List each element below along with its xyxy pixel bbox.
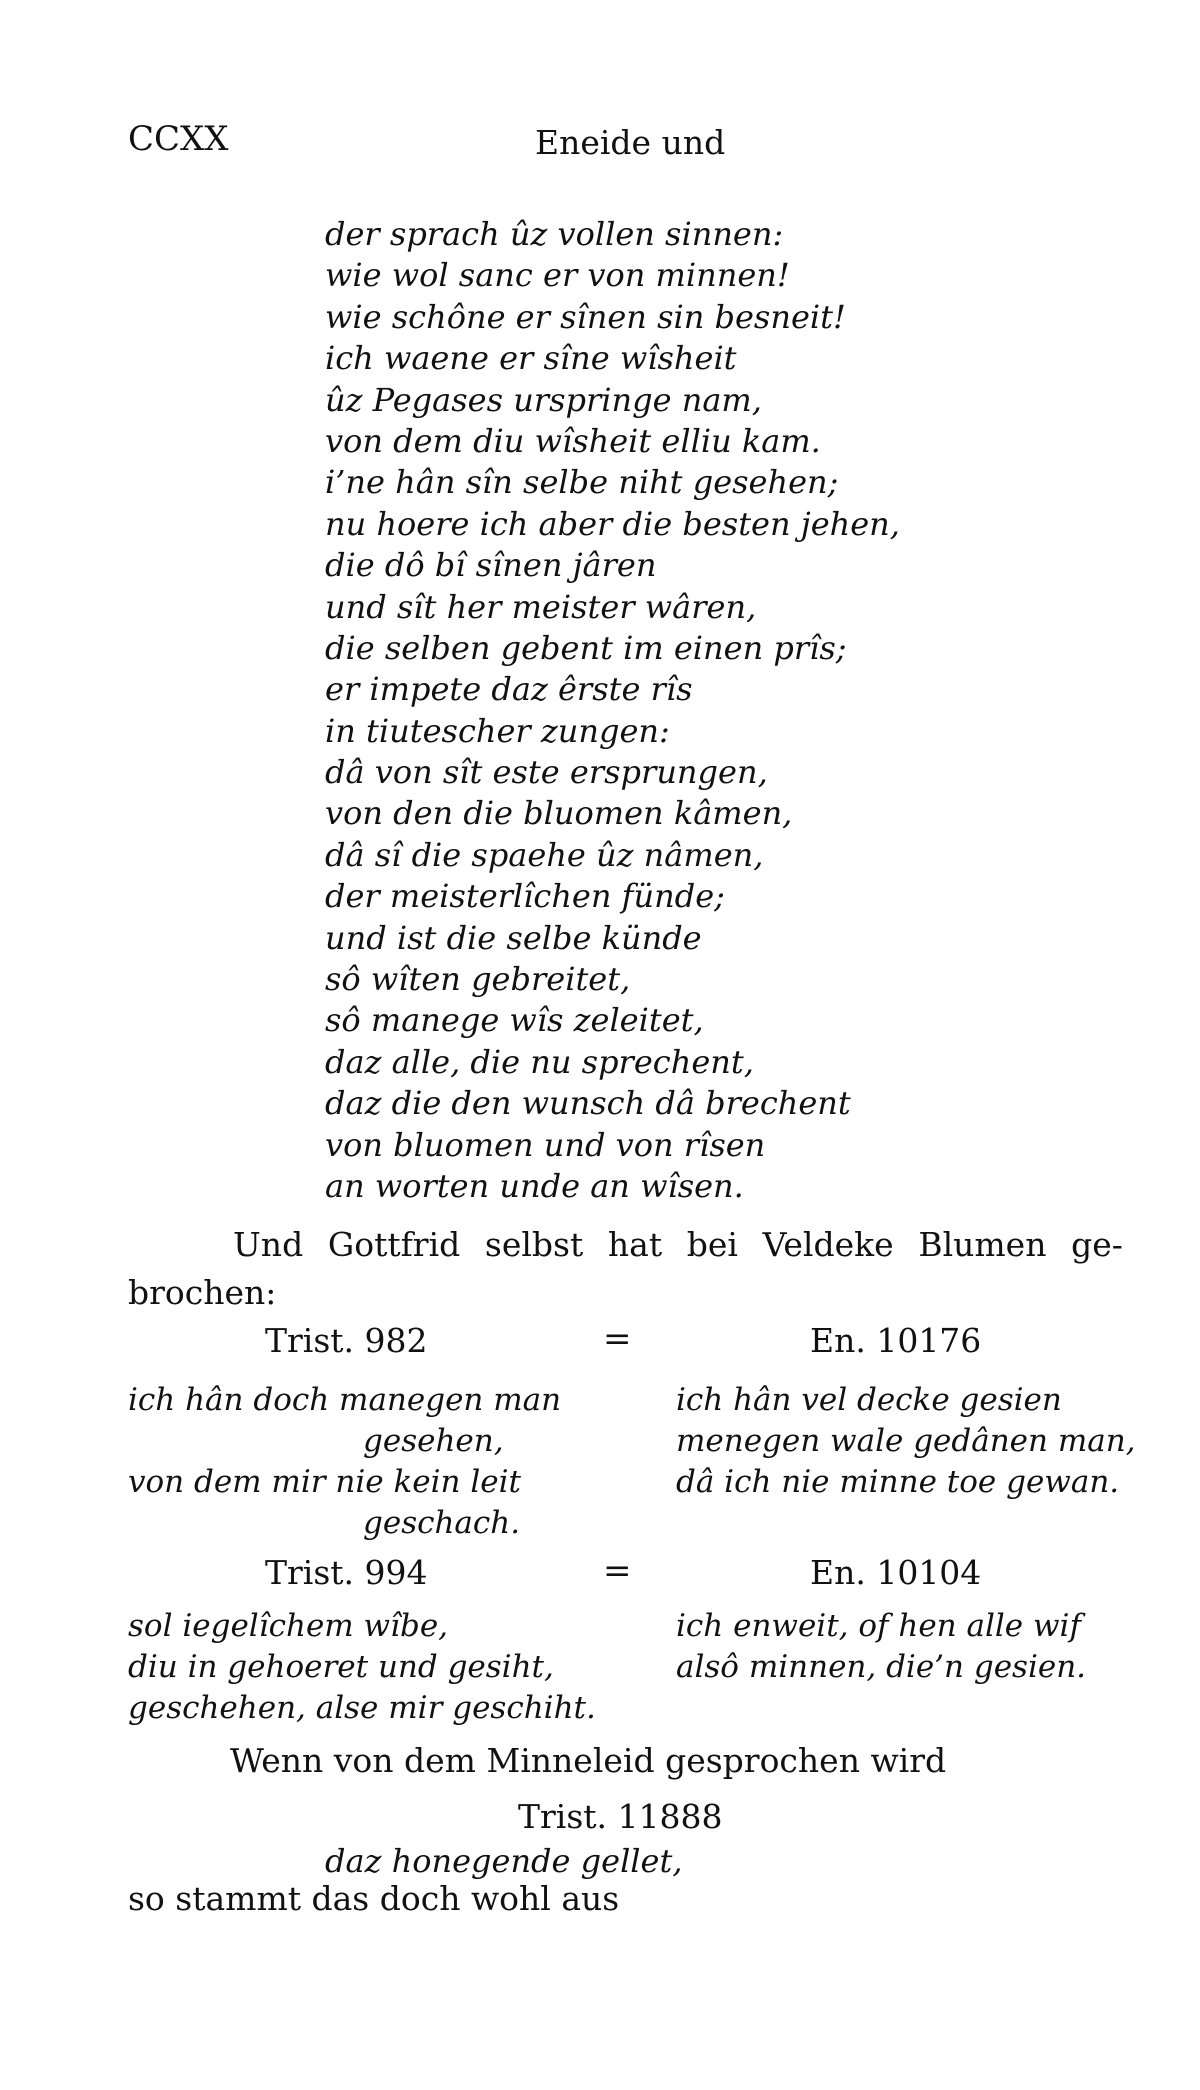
verse-line: daz honegende gellet, — [325, 1842, 683, 1880]
verse-line: die selben gebent im einen prîs; — [325, 628, 847, 667]
verse-line: und sît her meister wâren, — [325, 587, 757, 626]
eneide-quote — [676, 1380, 1136, 1503]
prose-line: so stammt das doch wohl aus — [128, 1879, 620, 1918]
verse-line: daz die den wunsch dâ brechent — [325, 1084, 851, 1123]
verse-line: ich hân doch manegen man — [128, 1382, 562, 1418]
verse-line: ich waene er sîne wîsheit — [325, 339, 737, 378]
verse-line: die dô bî sînen jâren — [325, 546, 657, 585]
prose-paragraph — [233, 1225, 1123, 1264]
verse-line: wie schône er sînen sin besneit! — [325, 297, 846, 336]
prose-word: Blumen — [918, 1225, 1047, 1264]
verse-line: dâ sî die spaehe ûz nâmen, — [325, 835, 764, 874]
verse-line: nu hoere ich aber die besten jehen, — [325, 504, 900, 543]
verse-line: dâ von sît este ersprungen, — [325, 753, 768, 792]
verse-line: ich enweit, of hen alle wif — [676, 1608, 1081, 1644]
prose-word: selbst — [484, 1225, 584, 1264]
verse-line: von den die bluomen kâmen, — [325, 794, 793, 833]
verse-line: geschach. — [363, 1505, 521, 1541]
verse-line: von dem mir nie kein leit — [128, 1464, 521, 1500]
verse-line: wie wol sanc er von minnen! — [325, 256, 790, 295]
verse-line: ich hân vel decke gesien — [676, 1382, 1062, 1418]
verse-line: daz alle, die nu sprechent, — [325, 1042, 754, 1081]
verse-line: an worten unde an wîsen. — [325, 1166, 744, 1205]
reference-tristan: Trist. 11888 — [518, 1797, 723, 1836]
tristan-quote — [128, 1606, 596, 1729]
verse-line: von bluomen und von rîsen — [325, 1125, 766, 1164]
verse-line: sô wîten gebreitet, — [325, 960, 631, 999]
prose-word: ge- — [1071, 1225, 1123, 1264]
prose-line: Wenn von dem Minneleid gesprochen wird — [230, 1741, 947, 1780]
reference-tristan: Trist. 982 — [265, 1321, 428, 1360]
equals-sign: = — [603, 1551, 632, 1591]
equals-sign: = — [603, 1319, 632, 1359]
reference-tristan: Trist. 994 — [265, 1553, 428, 1592]
verse-line: der sprach ûz vollen sinnen: — [325, 215, 784, 253]
verse-line: von dem diu wîsheit elliu kam. — [325, 421, 821, 460]
verse-line: diu in gehoeret und gesiht, — [128, 1649, 554, 1685]
prose-word: bei — [686, 1225, 738, 1264]
running-title: Eneide und — [535, 123, 726, 162]
verse-line: dâ ich nie minne toe gewan. — [676, 1464, 1120, 1500]
verse-line: alsô minnen, die’n gesien. — [676, 1649, 1087, 1685]
prose-word: Veldeke — [762, 1225, 894, 1264]
verse-line: der meisterlîchen fünde; — [325, 877, 725, 916]
verse-line: sô manege wîs zeleitet, — [325, 1001, 704, 1040]
verse-line: geschehen, alse mir geschiht. — [128, 1690, 596, 1726]
prose-continuation: brochen: — [128, 1273, 277, 1312]
verse-quote — [325, 214, 1145, 1207]
verse-line: i’ne hân sîn selbe niht gesehen; — [325, 463, 839, 502]
prose-word: Und — [233, 1225, 304, 1264]
verse-line: ûz Pegases urspringe nam, — [325, 380, 762, 419]
verse-line: sol iegelîchem wîbe, — [128, 1608, 449, 1644]
tristan-quote — [128, 1380, 588, 1544]
verse-line: er impete daz êrste rîs — [325, 670, 693, 709]
prose-word: hat — [607, 1225, 663, 1264]
page-number: CCXX — [128, 119, 229, 159]
verse-line: in tiutescher zungen: — [325, 711, 670, 750]
verse-line: und ist die selbe künde — [325, 918, 702, 957]
reference-eneide: En. 10176 — [810, 1321, 982, 1360]
verse-line: gesehen, — [363, 1423, 504, 1459]
reference-eneide: En. 10104 — [810, 1553, 982, 1592]
prose-word: Gottfrid — [327, 1225, 461, 1264]
verse-line: menegen wale gedânen man, — [676, 1423, 1136, 1459]
eneide-quote — [676, 1606, 1136, 1688]
